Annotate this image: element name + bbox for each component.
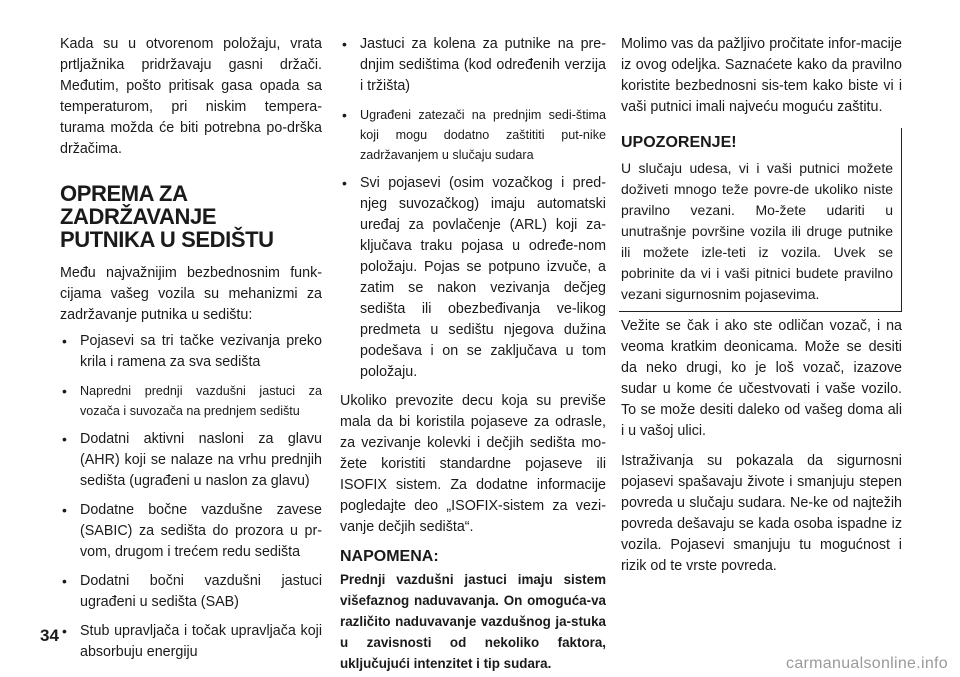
list-item: • Pojasevi sa tri tačke vezivanja preko krila i ramena za sva sedišta [60, 331, 322, 373]
list-item: • Napredni prednji vazdušni jastuci za vozača i suvozača na prednjem sedištu [60, 381, 322, 421]
restraint-list-continued [340, 34, 606, 383]
note-body: Prednji vazdušni jastuci imaju sistem višefaznog naduvavanja. On omogućа-va različito naduvavanje vazdušnog ja-stuka u zavisnosti od nekoliko faktora, uključujući intenzitet i tip sudara. [340, 572, 606, 671]
warning-title: UPOZORENJE! [621, 134, 737, 151]
intro-paragraph: Kada su u otvorenom položaju, vrata prtljažnika pridržavaju gasni držači. Međutim, pošto pritisak gasa opada sa temperaturom, pri niskim tempera-turama možda će biti potrebna po-drška držačima. [60, 36, 322, 157]
buckle-up-paragraph: Vežite se čak i ako ste odličan vozač, i na veoma kratkim deonicama. Može se desiti da neko drugi, ko je loš vozač, izazove sudar u kome će učestvovati i vaše vozilo. To se može desiti daleko od vašeg doma ali i u vašoj ulici. [621, 318, 902, 439]
restraint-list [60, 331, 322, 663]
left-column [60, 34, 322, 671]
list-item: • Dodatne bočne vazdušne zavese (SABIC) za sedišta do prozora u pr-vom, drugom i trećem redu sedišta [60, 500, 322, 563]
lead-paragraph: Među najvažnijim bezbednosnim funk-cijama vašeg vozila su mehanizmi za zadržavanje putnika u sedištu: [60, 265, 322, 323]
intro-paragraph: Molimo vas da pažljivo pročitate infor-macije iz ovog odeljka. Saznaćete kako da pravilno koristite bezbednosni sis-tem kako biste vi i vaši putnici imali najveću moguću zaštitu. [621, 36, 902, 115]
page-number: 34 [40, 626, 59, 645]
right-column [621, 34, 902, 577]
list-item: • Jastuci za kolena za putnike na pre-dnjim sedištima (kod određenih verzija i tržišta) [340, 34, 606, 97]
list-item: • Stub upravljača i točak upravljača koji absorbuju energiju [60, 621, 322, 663]
child-seat-paragraph: Ukoliko prevozite decu koja su previše mala da bi koristila pojaseve za odrasle, za vezivanje kolevki i dečjih sedišta mo-žete koristiti standardne pojaseve ili ISOFIX sistem. Za dodatne informacije pogledajte deo „ISOFIX-sistem za vezi-vanje dečjih sedišta“. [340, 393, 606, 535]
heading-line-1: OPREMA ZA [60, 181, 188, 206]
section-heading [60, 182, 322, 251]
list-item: • Dodatni aktivni nasloni za glavu (AHR) koji se nalaze na vrhu prednjih sedišta (ugrađeni u naslon za glavu) [60, 429, 322, 492]
list-item: • Svi pojasevi (osim vozačkog i pred-njeg suvozačkog) imaju automatski uređaj za povlačenje (ARL) koji za-ključava traku pojasa u određe-nom položaju. Pojas se potpuno izvuče, a zatim se nakon vezivanja dečjeg sedišta ili obezbeđivanja ve-likog predmeta u sedištu njegova dužina podešava i on se zaključava u tom položaju. [340, 173, 606, 383]
research-paragraph: Istraživanja su pokazala da sigurnosni pojasevi spašavaju živote i smanjuju stepen povreda u slučaju sudara. Ne-ke od najtežih povreda dešavaju se kada osoba ispadne iz vozila. Pojasevi smanjuju tu mogućnost i rizik od te vrste povreda. [621, 453, 902, 574]
heading-line-3: PUTNIKA U SEDIŠTU [60, 227, 274, 252]
watermark: carmanualsonline.info [786, 655, 948, 672]
warning-box [619, 128, 902, 312]
middle-column [340, 34, 606, 674]
list-item: • Dodatni bočni vazdušni jastuci ugrađeni u sedišta (SAB) [60, 571, 322, 613]
warning-body: U slučaju udesa, vi i vaši putnici možete doživeti mnogo teže povre-de ukoliko niste pravilno vezani. Mo-žete udariti u unutrašnje površine vozila ili druge putnike ili možete izle-teti iz vozila. Uvek se pobrinite da vi i vaši pitnici budete pravilno vezani sigurnosnim pojasevima. [621, 160, 893, 302]
note-title: NAPOMENA: [340, 548, 439, 565]
list-item: • Ugrađeni zatezači na prednjim sedi-štima koji mogu dodatno zaštititi put-nike zadržavanjem u slučaju sudara [340, 105, 606, 165]
heading-line-2: ZADRŽAVANJE [60, 204, 217, 229]
